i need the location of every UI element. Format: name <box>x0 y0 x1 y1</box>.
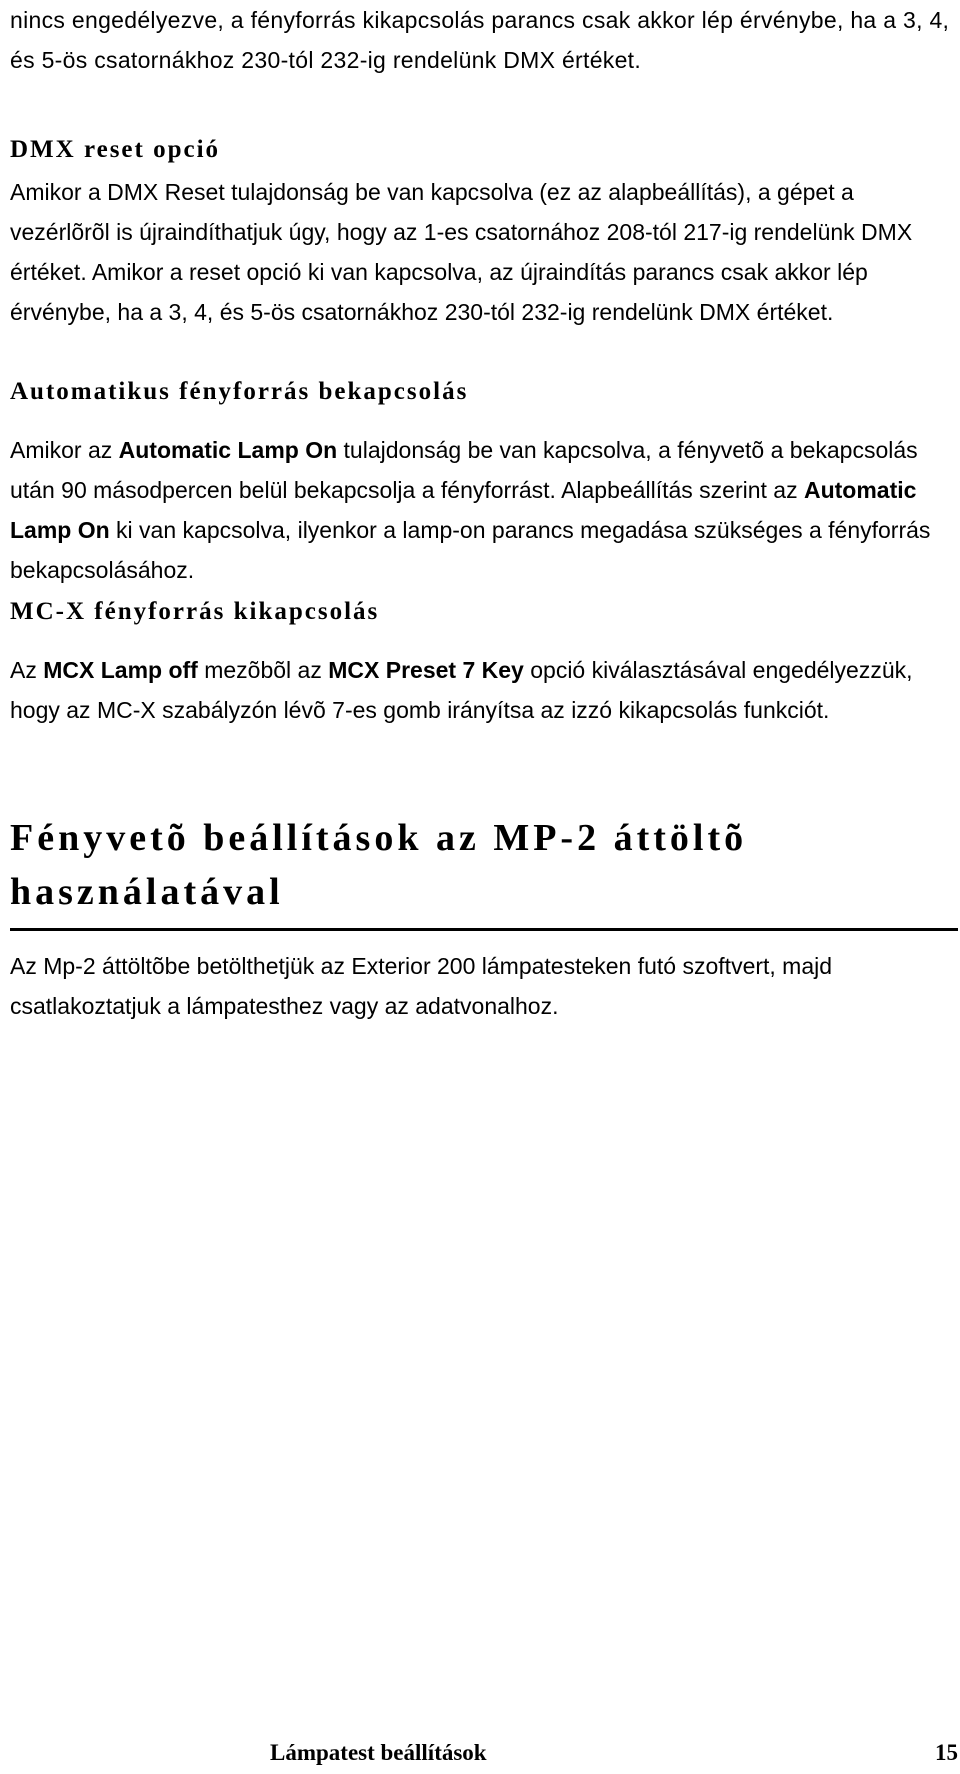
mp2-paragraph: Az Mp-2 áttöltõbe betölthetjük az Exterior 200 lámpatesteken futó szoftvert, majd csatlakoztatjuk a lámpatesthez vagy az adatvonalhoz. <box>10 953 833 1019</box>
mcx-text-3: opció kiválasztásával engedélyezzük, hogy az MC-X szabályzón lévõ 7-es gomb irányítsa az izzó kikapcsolás funkciót. <box>10 657 913 723</box>
page-footer <box>10 1740 958 1770</box>
dmx-reset-section <box>10 130 958 332</box>
auto-lamp-text-1: Amikor az <box>10 437 119 463</box>
mp2-body <box>10 946 958 1026</box>
mcx-text-1: Az <box>10 657 44 683</box>
automatic-lamp-on-term-2: Automatic Lamp On <box>10 477 917 543</box>
auto-lamp-paragraph <box>10 430 958 590</box>
mcx-lamp-off-term: MCX Lamp off <box>43 657 198 683</box>
auto-lamp-text-2: tulajdonság be van kapcsolva, a fényvetõ a bekapcsolás után 90 másodpercen belül bekapcsolja a fényforrást. Alapbeállítás szerint az <box>10 437 918 503</box>
automatic-lamp-on-term: Automatic Lamp On <box>118 437 338 463</box>
mcx-text-2: mezõbõl az <box>197 657 329 683</box>
page-number: 15 <box>935 1740 958 1765</box>
auto-lamp-section <box>10 372 958 590</box>
mp2-heading-line1: Fényvetõ beállítások az MP-2 áttöltõ <box>10 817 748 859</box>
mcx-preset-7-key-term: MCX Preset 7 Key <box>328 657 524 683</box>
section-divider <box>10 928 958 931</box>
footer-title: Lámpatest beállítások <box>270 1740 487 1765</box>
intro-section <box>10 0 958 80</box>
mp2-heading-line2: használatával <box>10 871 284 913</box>
mcx-lamp-heading: MC-X fényforrás kikapcsolás <box>10 598 380 625</box>
auto-lamp-text-3: ki van kapcsolva, ilyenkor a lamp-on parancs megadása szükséges a fényforrás bekapcsolásához. <box>10 517 931 583</box>
mp2-section <box>10 812 958 918</box>
mcx-lamp-section <box>10 592 958 730</box>
auto-lamp-heading: Automatikus fényforrás bekapcsolás <box>10 378 469 405</box>
mcx-lamp-paragraph <box>10 650 958 730</box>
dmx-reset-heading: DMX reset opció <box>10 136 221 163</box>
dmx-reset-paragraph: Amikor a DMX Reset tulajdonság be van kapcsolva (ez az alapbeállítás), a gépet a vezérlõrõl is újraindíthatjuk úgy, hogy az 1-es csatornához 208-tól 217-ig rendelünk DMX értéket. Amikor a reset opció ki van kapcsolva, az újraindítás parancs csak akkor lép érvénybe, ha a 3, 4, és 5-ös csatornákhoz 230-tól 232-ig rendelünk DMX értéket. <box>10 179 913 325</box>
intro-paragraph: nincs engedélyezve, a fényforrás kikapcsolás parancs csak akkor lép érvénybe, ha a 3, 4, és 5-ös csatornákhoz 230-tól 232-ig rendelünk DMX értéket. <box>10 7 950 73</box>
